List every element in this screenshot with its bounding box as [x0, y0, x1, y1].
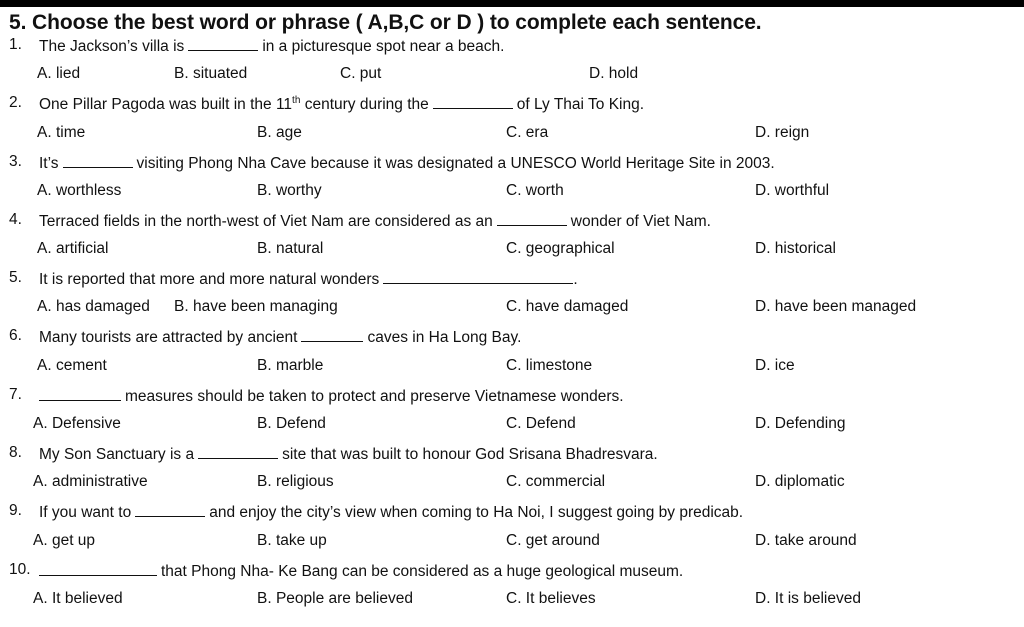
question-number: 3. — [9, 153, 22, 170]
question-text: One Pillar Pagoda was built in the 11th century during the of Ly Thai To King. — [39, 94, 645, 113]
option-b[interactable]: B. People are believed — [257, 590, 413, 607]
option-b[interactable]: B. marble — [257, 357, 324, 374]
option-d[interactable]: D. ice — [755, 357, 795, 374]
option-d[interactable]: D. hold — [589, 65, 639, 82]
question-number: 7. — [9, 386, 22, 403]
option-c[interactable]: C. have damaged — [506, 298, 629, 315]
option-d[interactable]: D. diplomatic — [755, 473, 845, 490]
question-text: that Phong Nha- Ke Bang can be considered as a huge geological museum. — [39, 561, 683, 581]
top-border — [0, 0, 1024, 7]
option-d[interactable]: D. take around — [755, 532, 857, 549]
option-d[interactable]: D. have been managed — [755, 298, 917, 315]
option-c[interactable]: C. It believes — [506, 590, 596, 607]
option-b[interactable]: B. age — [257, 124, 302, 141]
option-d[interactable]: D. reign — [755, 124, 810, 141]
option-a[interactable]: A. lied — [37, 65, 81, 82]
option-b[interactable]: B. natural — [257, 240, 324, 257]
question-text: It is reported that more and more natural wonders . — [39, 271, 578, 288]
question-text: It’s visiting Phong Nha Cave because it was designated a UNESCO World Heritage Site in 2003. — [39, 155, 775, 172]
answer-blank[interactable] — [497, 211, 567, 226]
option-a[interactable]: A. Defensive — [33, 415, 121, 432]
question-text: Many tourists are attracted by ancient caves in Ha Long Bay. — [39, 329, 522, 346]
question-number: 6. — [9, 327, 22, 344]
answer-blank[interactable] — [135, 502, 205, 517]
option-c[interactable]: C. Defend — [506, 415, 576, 432]
answer-blank[interactable] — [301, 327, 363, 342]
answer-blank[interactable] — [383, 269, 573, 284]
option-b[interactable]: B. Defend — [257, 415, 326, 432]
question-number: 2. — [9, 94, 22, 111]
option-d[interactable]: D. worthful — [755, 182, 830, 199]
option-b[interactable]: B. take up — [257, 532, 327, 549]
option-c[interactable]: C. limestone — [506, 357, 593, 374]
option-a[interactable]: A. get up — [33, 532, 96, 549]
option-b[interactable]: B. situated — [174, 65, 248, 82]
option-a[interactable]: A. worthless — [37, 182, 122, 199]
option-d[interactable]: D. historical — [755, 240, 836, 257]
option-a[interactable]: A. administrative — [33, 473, 148, 490]
question-number: 1. — [9, 36, 22, 53]
question-number: 4. — [9, 211, 22, 228]
option-c[interactable]: C. commercial — [506, 473, 606, 490]
question-number: 10. — [9, 561, 31, 578]
answer-blank[interactable] — [188, 36, 258, 51]
option-a[interactable]: A. It believed — [33, 590, 123, 607]
option-a[interactable]: A. cement — [37, 357, 107, 374]
question-text: Terraced fields in the north-west of Viet Nam are considered as an wonder of Viet Nam. — [39, 213, 711, 230]
answer-blank[interactable] — [63, 153, 133, 168]
question-text: My Son Sanctuary is a site that was built to honour God Srisana Bhadresvara. — [39, 446, 658, 463]
question-number: 9. — [9, 502, 22, 519]
option-a[interactable]: A. artificial — [37, 240, 109, 257]
answer-blank[interactable] — [198, 444, 278, 459]
option-b[interactable]: B. religious — [257, 473, 334, 490]
option-b[interactable]: B. worthy — [257, 182, 322, 199]
question-text: The Jackson’s villa is in a picturesque spot near a beach. — [39, 38, 505, 55]
question-text: If you want to and enjoy the city’s view when coming to Ha Noi, I suggest going by predicab. — [39, 504, 744, 521]
answer-blank[interactable] — [39, 386, 121, 401]
answer-blank[interactable] — [433, 94, 513, 109]
option-c[interactable]: C. put — [340, 65, 382, 82]
option-c[interactable]: C. worth — [506, 182, 564, 199]
option-d[interactable]: D. It is believed — [755, 590, 861, 607]
option-a[interactable]: A. time — [37, 124, 86, 141]
answer-blank[interactable] — [39, 561, 157, 576]
option-c[interactable]: C. era — [506, 124, 549, 141]
question-number: 5. — [9, 269, 22, 286]
option-c[interactable]: C. geographical — [506, 240, 615, 257]
option-d[interactable]: D. Defending — [755, 415, 846, 432]
option-b[interactable]: B. have been managing — [174, 298, 338, 315]
exercise-title: 5. Choose the best word or phrase ( A,B,C or D ) to complete each sentence. — [9, 11, 762, 34]
question-number: 8. — [9, 444, 22, 461]
question-text: measures should be taken to protect and preserve Vietnamese wonders. — [39, 386, 624, 406]
option-c[interactable]: C. get around — [506, 532, 600, 549]
option-a[interactable]: A. has damaged — [37, 298, 150, 315]
